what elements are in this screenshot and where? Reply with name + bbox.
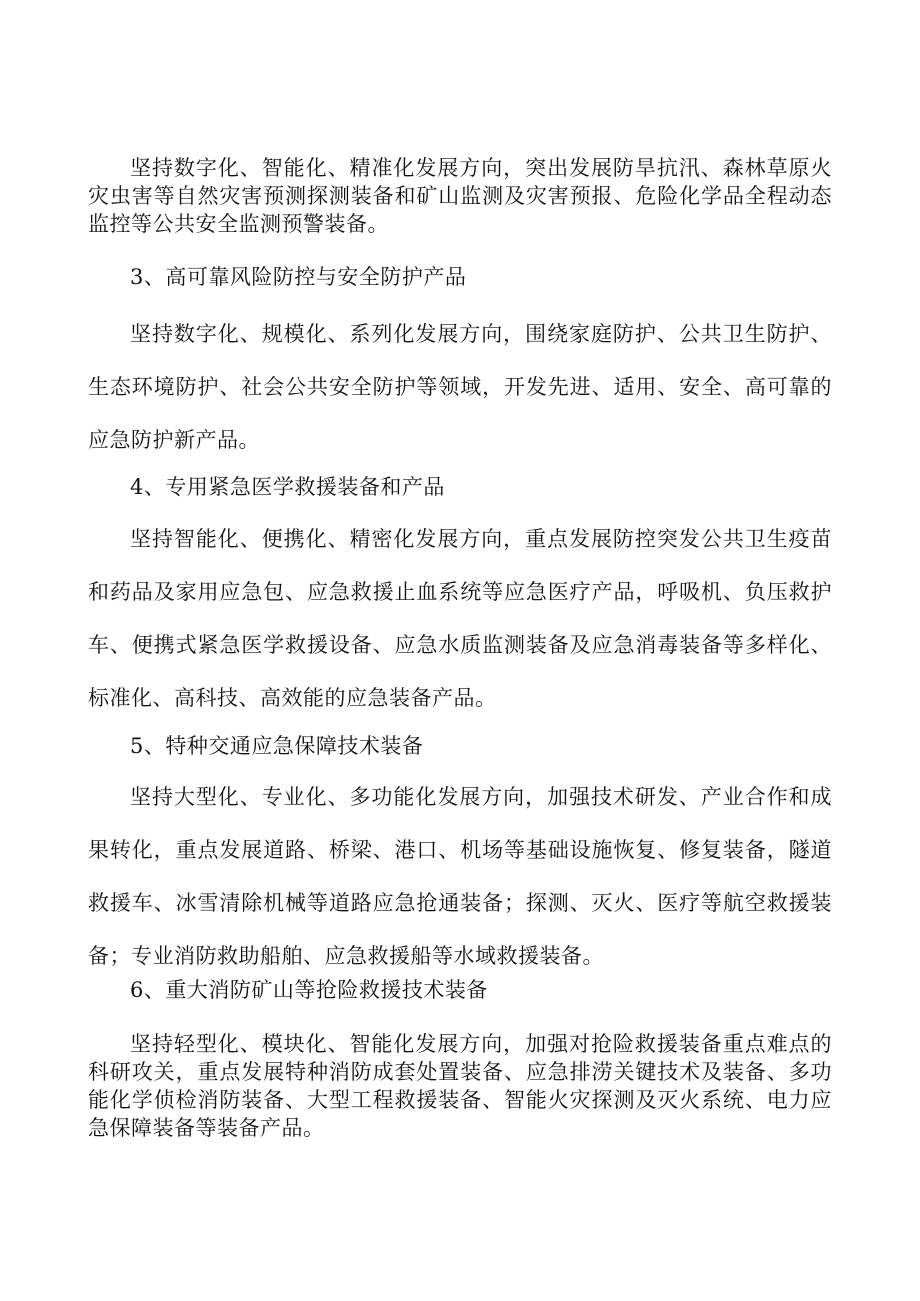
paragraph-medical-rescue-equipment: 坚持智能化、便携化、精密化发展方向，重点发展防控突发公共卫生疫苗和药品及家用应急包、应急救援止血系统等应急医疗产品，呼吸机、负压救护车、便携式紧急医学救援设备、应急水质监测装备及应急消毒装备等多样化、标准化、高科技、高效能的应急装备产品。 [88,527,832,710]
paragraph-monitoring-warning-equipment: 坚持数字化、智能化、精准化发展方向，突出发展防旱抗汛、森林草原火灾虫害等自然灾害预测探测装备和矿山监测及灾害预报、危险化学品全程动态监控等公共安全监测预警装备。 [88,156,832,236]
paragraph-traffic-emergency-equipment: 坚持大型化、专业化、多功能化发展方向，加强技术研发、产业合作和成果转化，重点发展道路、桥梁、港口、机场等基础设施恢复、修复装备，隧道救援车、冰雪清除机械等道路应急抢通装备；探测、灭火、医疗等航空救援装备；专业消防救助船舶、应急救援船等水域救援装备。 [88,785,832,968]
heading-firefighting-mining-rescue-equipment: 6、重大消防矿山等抢险救援技术装备 [130,978,488,1002]
heading-medical-rescue-equipment: 4、专用紧急医学救援装备和产品 [130,475,445,499]
heading-traffic-emergency-equipment: 5、特种交通应急保障技术装备 [130,734,424,758]
paragraph-firefighting-mining-rescue-equipment: 坚持轻型化、模块化、智能化发展方向，加强对抢险救援装备重点难点的科研攻关，重点发展特种消防成套处置装备、应急排涝关键技术及装备、多功能化学侦检消防装备、大型工程救援装备、智能火灾探测及灭火系统、电力应急保障装备等装备产品。 [88,1032,832,1140]
heading-risk-prevention-products: 3、高可靠风险防控与安全防护产品 [130,265,467,289]
paragraph-risk-prevention-products: 坚持数字化、规模化、系列化发展方向，围绕家庭防护、公共卫生防护、生态环境防护、社会公共安全防护等领域，开发先进、适用、安全、高可靠的应急防护新产品。 [88,322,832,452]
